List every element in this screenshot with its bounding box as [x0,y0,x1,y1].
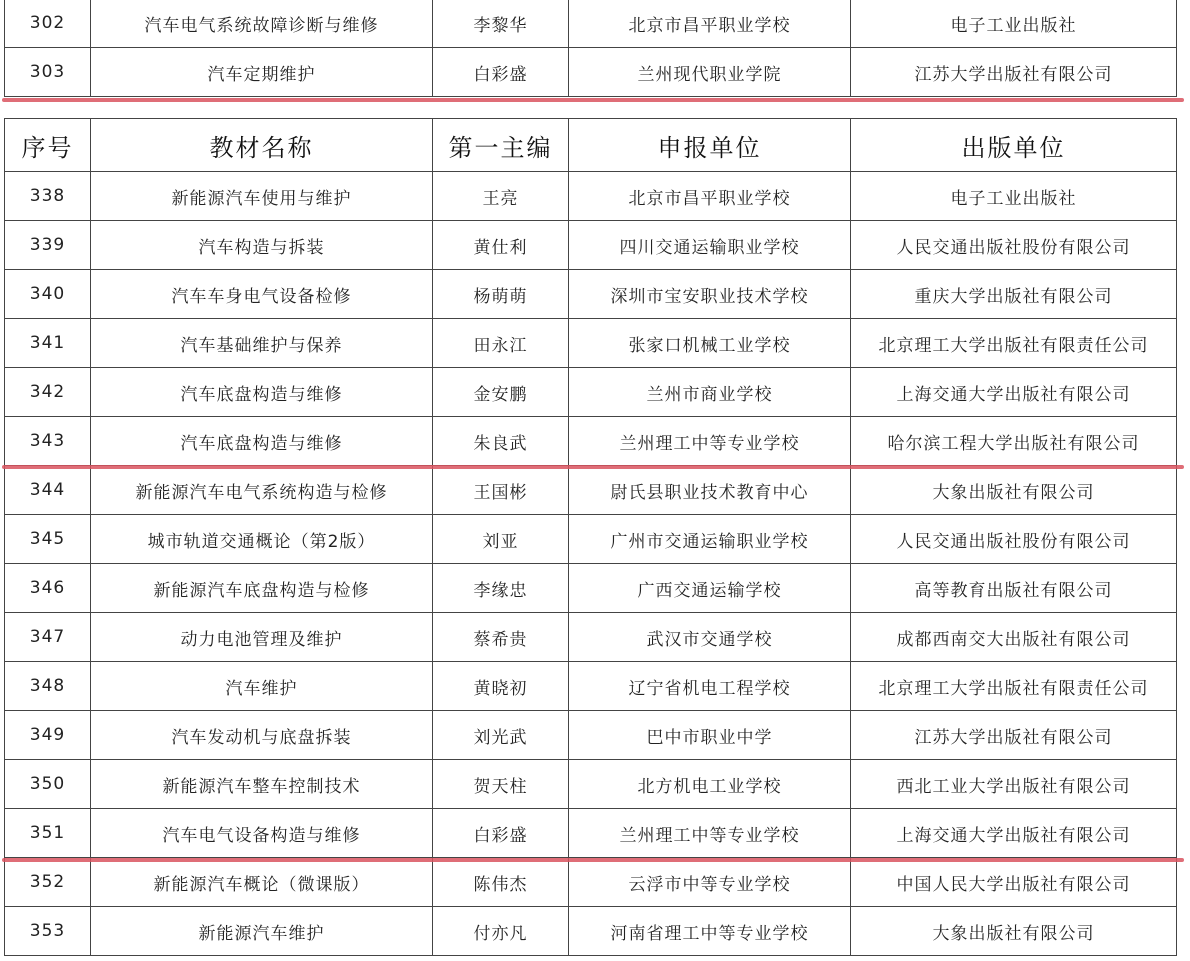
table-row [5,319,1177,368]
cell-title: 汽车电气系统故障诊断与维修 [91,0,433,48]
cell-no: 344 [5,466,91,515]
cell-publisher: 西北工业大学出版社有限公司 [851,760,1177,809]
cell-no: 346 [5,564,91,613]
cell-unit: 北京市昌平职业学校 [569,172,851,221]
cell-publisher: 北京理工大学出版社有限责任公司 [851,662,1177,711]
table-row [5,0,1177,48]
cell-unit: 兰州市商业学校 [569,368,851,417]
cell-unit: 深圳市宝安职业技术学校 [569,270,851,319]
cell-editor: 刘光武 [433,711,569,760]
table-row [5,760,1177,809]
table-row [5,221,1177,270]
highlight-underline-343 [2,465,1184,469]
cell-publisher: 人民交通出版社股份有限公司 [851,221,1177,270]
cell-no: 343 [5,417,91,466]
cell-publisher: 电子工业出版社 [851,172,1177,221]
header-publisher: 出版单位 [851,119,1177,172]
cell-title: 动力电池管理及维护 [91,613,433,662]
highlight-underline-303 [2,98,1184,102]
table-row [5,662,1177,711]
cell-unit: 北京市昌平职业学校 [569,0,851,48]
table-row [5,858,1177,907]
cell-editor: 付亦凡 [433,907,569,956]
cell-publisher: 中国人民大学出版社有限公司 [851,858,1177,907]
cell-title: 汽车定期维护 [91,48,433,97]
cell-editor: 金安鹏 [433,368,569,417]
table-row [5,466,1177,515]
cell-editor: 李缘忠 [433,564,569,613]
cell-publisher: 哈尔滨工程大学出版社有限公司 [851,417,1177,466]
cell-no: 352 [5,858,91,907]
cell-unit: 广西交通运输学校 [569,564,851,613]
cell-title: 新能源汽车使用与维护 [91,172,433,221]
header-title: 教材名称 [91,119,433,172]
cell-no: 340 [5,270,91,319]
cell-editor: 王国彬 [433,466,569,515]
cell-title: 汽车车身电气设备检修 [91,270,433,319]
cell-editor: 黄仕利 [433,221,569,270]
cell-publisher: 重庆大学出版社有限公司 [851,270,1177,319]
cell-title: 新能源汽车整车控制技术 [91,760,433,809]
cell-title: 新能源汽车电气系统构造与检修 [91,466,433,515]
cell-editor: 白彩盛 [433,809,569,858]
cell-no: 303 [5,48,91,97]
cell-title: 汽车电气设备构造与维修 [91,809,433,858]
cell-no: 350 [5,760,91,809]
table-row [5,48,1177,97]
table-row [5,270,1177,319]
table-row [5,368,1177,417]
header-unit: 申报单位 [569,119,851,172]
cell-title: 汽车底盘构造与维修 [91,368,433,417]
cell-editor: 朱良武 [433,417,569,466]
cell-no: 302 [5,0,91,48]
cell-unit: 广州市交通运输职业学校 [569,515,851,564]
cell-no: 339 [5,221,91,270]
cell-unit: 云浮市中等专业学校 [569,858,851,907]
cell-editor: 刘亚 [433,515,569,564]
cell-editor: 李黎华 [433,0,569,48]
table-row [5,564,1177,613]
cell-no: 353 [5,907,91,956]
cell-unit: 尉氏县职业技术教育中心 [569,466,851,515]
cell-editor: 田永江 [433,319,569,368]
cell-unit: 兰州理工中等专业学校 [569,809,851,858]
cell-publisher: 人民交通出版社股份有限公司 [851,515,1177,564]
header-editor: 第一主编 [433,119,569,172]
cell-unit: 河南省理工中等专业学校 [569,907,851,956]
table-row [5,907,1177,956]
cell-editor: 白彩盛 [433,48,569,97]
textbook-table [4,118,1177,956]
cell-publisher: 江苏大学出版社有限公司 [851,711,1177,760]
cell-publisher: 高等教育出版社有限公司 [851,564,1177,613]
cell-unit: 兰州理工中等专业学校 [569,417,851,466]
cell-publisher: 成都西南交大出版社有限公司 [851,613,1177,662]
cell-title: 汽车基础维护与保养 [91,319,433,368]
cell-title: 新能源汽车底盘构造与检修 [91,564,433,613]
cell-title: 城市轨道交通概论（第2版） [91,515,433,564]
cell-editor: 杨萌萌 [433,270,569,319]
cell-unit: 巴中市职业中学 [569,711,851,760]
cell-unit: 四川交通运输职业学校 [569,221,851,270]
cell-no: 351 [5,809,91,858]
table-row [5,809,1177,858]
cell-no: 349 [5,711,91,760]
previous-page-table [4,0,1177,97]
cell-no: 341 [5,319,91,368]
cell-no: 338 [5,172,91,221]
cell-editor: 蔡希贵 [433,613,569,662]
table-header-row [5,119,1177,172]
cell-unit: 兰州现代职业学院 [569,48,851,97]
highlight-underline-351 [2,858,1184,862]
cell-publisher: 大象出版社有限公司 [851,466,1177,515]
table-row [5,172,1177,221]
cell-publisher: 大象出版社有限公司 [851,907,1177,956]
cell-no: 345 [5,515,91,564]
cell-editor: 黄晓初 [433,662,569,711]
cell-no: 348 [5,662,91,711]
header-no: 序号 [5,119,91,172]
cell-unit: 辽宁省机电工程学校 [569,662,851,711]
cell-no: 347 [5,613,91,662]
cell-unit: 张家口机械工业学校 [569,319,851,368]
cell-publisher: 电子工业出版社 [851,0,1177,48]
cell-title: 汽车维护 [91,662,433,711]
cell-unit: 武汉市交通学校 [569,613,851,662]
table-row [5,417,1177,466]
cell-title: 汽车发动机与底盘拆装 [91,711,433,760]
cell-title: 汽车构造与拆装 [91,221,433,270]
cell-publisher: 上海交通大学出版社有限公司 [851,809,1177,858]
cell-title: 新能源汽车维护 [91,907,433,956]
table-row [5,613,1177,662]
cell-no: 342 [5,368,91,417]
cell-editor: 陈伟杰 [433,858,569,907]
table-row [5,515,1177,564]
cell-unit: 北方机电工业学校 [569,760,851,809]
cell-title: 汽车底盘构造与维修 [91,417,433,466]
cell-editor: 贺天柱 [433,760,569,809]
table-row [5,711,1177,760]
cell-publisher: 北京理工大学出版社有限责任公司 [851,319,1177,368]
cell-editor: 王亮 [433,172,569,221]
cell-publisher: 上海交通大学出版社有限公司 [851,368,1177,417]
cell-title: 新能源汽车概论（微课版） [91,858,433,907]
cell-publisher: 江苏大学出版社有限公司 [851,48,1177,97]
